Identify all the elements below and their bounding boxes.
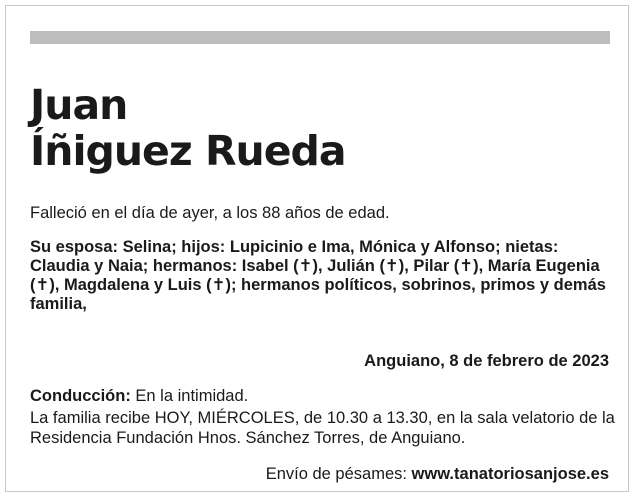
family-text-part: , Pilar xyxy=(404,257,454,275)
deceased-first-name: Juan xyxy=(30,81,128,129)
cross-icon: (✝) xyxy=(206,276,231,294)
family-list xyxy=(30,238,615,314)
deceased-surnames: Íñiguez Rueda xyxy=(30,127,346,175)
cross-icon: (✝) xyxy=(379,257,405,275)
family-text-part: Su esposa: Selina; hijos: Lupicinio e Ima, Mónica y Alfonso; nietas: Claudia y Naia; hermanos: Isabel xyxy=(30,238,559,275)
condolences-website: www.tanatoriosanjose.es xyxy=(411,465,609,483)
cross-icon: (✝) xyxy=(453,257,479,275)
conduccion-label: Conducción: xyxy=(30,387,131,405)
cross-icon: (✝) xyxy=(293,257,318,275)
visitation-info: La familia recibe HOY, MIÉRCOLES, de 10.30 a 13.30, en la sala velatorio de la Residencia Fundación Hnos. Sánchez Torres, de Anguiano. xyxy=(30,409,615,447)
family-text-part: , Magdalena y Luis xyxy=(54,276,207,294)
conduccion-line xyxy=(30,386,248,406)
family-text-part: , Julián xyxy=(318,257,380,275)
place-and-date: Anguiano, 8 de febrero de 2023 xyxy=(364,352,609,370)
condolences-line xyxy=(266,464,609,484)
cross-icon: (✝) xyxy=(30,276,55,294)
death-announcement: Falleció en el día de ayer, a los 88 años de edad. xyxy=(30,204,390,222)
top-divider-bar xyxy=(30,31,610,44)
conduccion-value: En la intimidad. xyxy=(130,387,249,405)
condolences-label: Envío de pésames: xyxy=(265,465,412,483)
family-text-part: ; hermanos políticos, sobrinos, primos y demás familia, xyxy=(30,276,606,313)
family-text-part: , María Eugenia xyxy=(478,257,600,275)
deceased-name xyxy=(30,82,346,174)
